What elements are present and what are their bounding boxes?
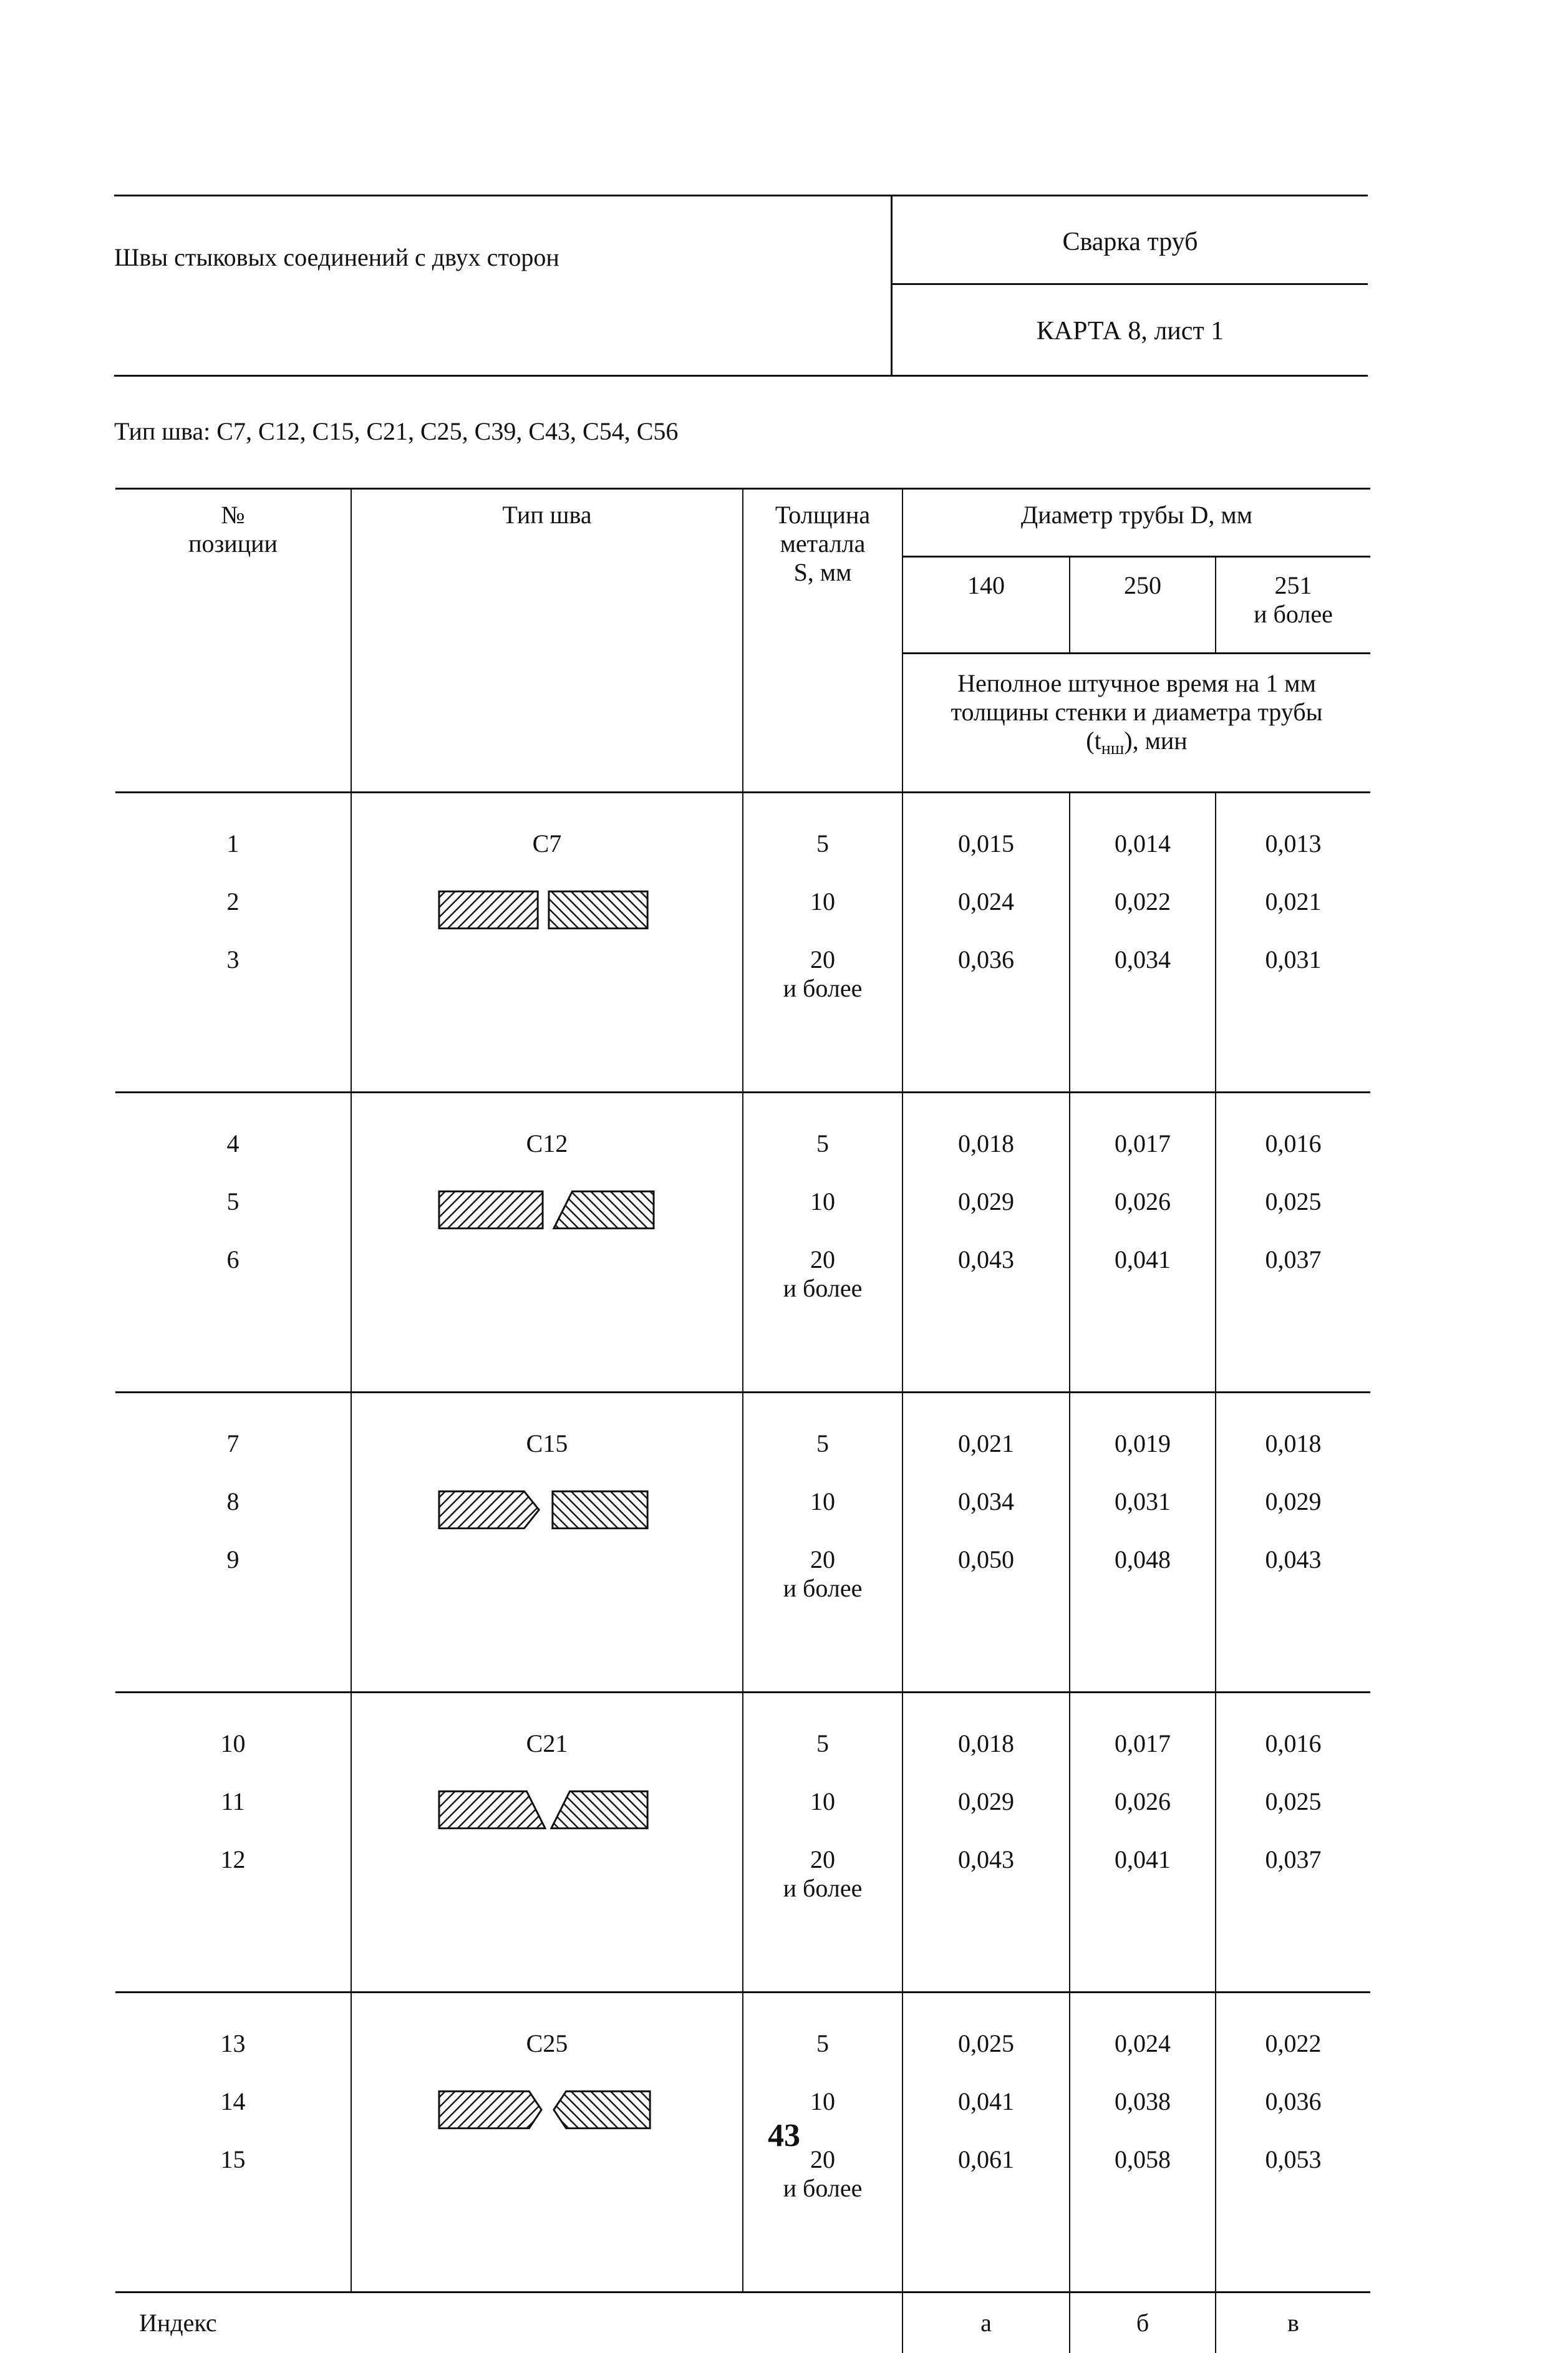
thickness-cell: [743, 793, 903, 1093]
time-value: 0,034: [903, 1487, 1069, 1545]
position-number: 14: [115, 2087, 351, 2145]
seam-group-row: [115, 1693, 1370, 1993]
time-unit-prefix: (t: [1086, 727, 1101, 755]
seam-part-left: [439, 1191, 543, 1228]
time-header-unit: [903, 727, 1370, 763]
position-number: 12: [115, 1845, 351, 1903]
time-value: 0,019: [1070, 1429, 1215, 1487]
time-value: 0,029: [903, 1187, 1069, 1245]
card-title: Швы стыковых соединений с двух сторон: [114, 243, 559, 272]
header-position-line2: позиции: [115, 529, 351, 558]
time-value: 0,014: [1070, 829, 1215, 887]
header-diameter-140: [903, 557, 1070, 654]
seam-type-cell: [351, 793, 743, 1093]
time-value: 0,041: [1070, 1845, 1215, 1903]
thickness-number: 20: [743, 1245, 902, 1274]
thickness-number: 5: [743, 2029, 902, 2058]
thickness-number: 20: [743, 945, 902, 974]
time-value: 0,043: [1216, 1545, 1370, 1603]
header-diameter-250: [1070, 557, 1216, 654]
time-value: 0,016: [1216, 1729, 1370, 1787]
time-value: 0,016: [1216, 1129, 1370, 1187]
time-value: 0,036: [903, 945, 1069, 1003]
seam-part-right: [551, 1791, 647, 1828]
header-time: [903, 654, 1370, 793]
thickness-note: и более: [743, 2174, 902, 2203]
time-value: 0,053: [1216, 2145, 1370, 2203]
time-value-cell: [1070, 1093, 1216, 1393]
diameter-value-note: и более: [1216, 600, 1370, 629]
thickness-value: [743, 1545, 902, 1603]
position-number: 8: [115, 1487, 351, 1545]
time-value: 0,037: [1216, 1845, 1370, 1903]
position-number: 5: [115, 1187, 351, 1245]
seam-types-line: Тип шва: С7, С12, С15, С21, С25, С39, С43, С54, С56: [114, 417, 678, 446]
header-seam-type: Тип шва: [351, 489, 743, 793]
time-value: 0,037: [1216, 1245, 1370, 1303]
thickness-value: [743, 1245, 902, 1303]
seam-diagram-icon: [438, 1187, 656, 1234]
seam-part-left: [439, 1791, 545, 1828]
time-value: 0,048: [1070, 1545, 1215, 1603]
seam-group-row: [115, 1093, 1370, 1393]
thickness-number: 20: [743, 1845, 902, 1874]
position-number: 1: [115, 829, 351, 887]
section-name: Сварка труб: [893, 196, 1368, 285]
thickness-number: 5: [743, 1129, 902, 1158]
index-b: б: [1070, 2293, 1216, 2353]
position-cell: [115, 1393, 351, 1693]
thickness-number: 10: [743, 887, 902, 916]
seam-type-cell: [351, 1093, 743, 1393]
time-value-cell: [1216, 1393, 1370, 1693]
index-a: а: [903, 2293, 1070, 2353]
time-value: 0,025: [1216, 1187, 1370, 1245]
time-value: 0,031: [1070, 1487, 1215, 1545]
time-value-cell: [1070, 1393, 1216, 1693]
position-number: 11: [115, 1787, 351, 1845]
time-value: 0,024: [1070, 2029, 1215, 2087]
header-thickness: [743, 489, 903, 793]
thickness-number: 10: [743, 2087, 902, 2116]
time-value: 0,026: [1070, 1787, 1215, 1845]
time-value: 0,029: [903, 1787, 1069, 1845]
thickness-number: 5: [743, 1429, 902, 1458]
position-number: 7: [115, 1429, 351, 1487]
time-value: 0,018: [903, 1729, 1069, 1787]
thickness-value: [743, 1787, 902, 1845]
time-value-cell: [903, 793, 1070, 1093]
position-cell: [115, 1693, 351, 1993]
time-value: 0,022: [1216, 2029, 1370, 2087]
seam-type-label: С15: [352, 1429, 742, 1487]
seam-diagram-icon: [438, 1787, 656, 1834]
time-header-line2: толщины стенки и диаметра трубы: [903, 698, 1370, 727]
time-value: 0,061: [903, 2145, 1069, 2203]
thickness-value: [743, 1429, 902, 1487]
thickness-note: и более: [743, 1274, 902, 1303]
seam-group-row: [115, 793, 1370, 1093]
position-number: 6: [115, 1245, 351, 1303]
time-value: 0,029: [1216, 1487, 1370, 1545]
header-thickness-line1: Толщина: [743, 501, 902, 529]
seam-type-label: С21: [352, 1729, 742, 1787]
seam-type-label: С7: [352, 829, 742, 887]
thickness-number: 10: [743, 1187, 902, 1216]
seam-type-cell: [351, 1393, 743, 1693]
time-value: 0,058: [1070, 2145, 1215, 2203]
seam-diagram-icon: [438, 887, 656, 934]
thickness-value: [743, 2029, 902, 2087]
seam-part-left: [439, 891, 538, 928]
time-value: 0,022: [1070, 887, 1215, 945]
index-c: в: [1216, 2293, 1370, 2353]
time-value: 0,021: [1216, 887, 1370, 945]
header-position: [115, 489, 351, 793]
time-value: 0,017: [1070, 1729, 1215, 1787]
time-value: 0,043: [903, 1245, 1069, 1303]
thickness-value: [743, 1845, 902, 1903]
time-value: 0,021: [903, 1429, 1069, 1487]
header-left-cell: [114, 196, 893, 375]
seam-part-left: [439, 1491, 539, 1528]
time-value-cell: [1216, 1093, 1370, 1393]
position-number: 4: [115, 1129, 351, 1187]
seam-diagram-icon: [438, 1487, 656, 1534]
thickness-value: [743, 887, 902, 945]
thickness-value: [743, 1187, 902, 1245]
time-value: 0,018: [1216, 1429, 1370, 1487]
thickness-number: 5: [743, 1729, 902, 1758]
position-number: 9: [115, 1545, 351, 1603]
time-value-cell: [903, 1693, 1070, 1993]
thickness-note: и более: [743, 1874, 902, 1903]
thickness-cell: [743, 1093, 903, 1393]
position-number: 10: [115, 1729, 351, 1787]
thickness-cell: [743, 1693, 903, 1993]
position-number: 13: [115, 2029, 351, 2087]
seam-part-right: [553, 1491, 647, 1528]
time-value-cell: [1216, 793, 1370, 1093]
time-value: 0,015: [903, 829, 1069, 887]
position-number: 15: [115, 2145, 351, 2203]
time-value: 0,025: [903, 2029, 1069, 2087]
time-value-cell: [903, 1393, 1070, 1693]
diameter-value: 250: [1070, 571, 1215, 600]
thickness-number: 5: [743, 829, 902, 858]
time-value: 0,043: [903, 1845, 1069, 1903]
seam-group-row: [115, 1393, 1370, 1693]
header-thickness-line2: металла: [743, 529, 902, 558]
time-value: 0,024: [903, 887, 1069, 945]
thickness-value: [743, 1729, 902, 1787]
seam-type-label: С25: [352, 2029, 742, 2087]
seam-type-label: С12: [352, 1129, 742, 1187]
time-value-cell: [1216, 1693, 1370, 1993]
header-position-line1: №: [115, 501, 351, 529]
time-value: 0,013: [1216, 829, 1370, 887]
time-value: 0,025: [1216, 1787, 1370, 1845]
time-unit-subscript: нш: [1101, 739, 1125, 758]
thickness-number: 10: [743, 1787, 902, 1816]
time-value: 0,050: [903, 1545, 1069, 1603]
header-diameter: Диаметр трубы D, мм: [903, 489, 1370, 557]
time-value: 0,036: [1216, 2087, 1370, 2145]
time-value-cell: [903, 1093, 1070, 1393]
time-value: 0,034: [1070, 945, 1215, 1003]
index-label: Индекс: [115, 2293, 903, 2353]
thickness-note: и более: [743, 974, 902, 1003]
time-unit-suffix: ), мин: [1124, 727, 1187, 755]
seam-part-right: [554, 1191, 654, 1228]
thickness-number: 20: [743, 2145, 902, 2174]
thickness-value: [743, 945, 902, 1003]
page-number: 43: [0, 2117, 1568, 2154]
thickness-cell: [743, 1393, 903, 1693]
time-value: 0,041: [903, 2087, 1069, 2145]
seam-part-right: [549, 891, 647, 928]
time-value: 0,017: [1070, 1129, 1215, 1187]
diameter-value: 140: [903, 571, 1069, 600]
time-value: 0,018: [903, 1129, 1069, 1187]
card-number: КАРТА 8, лист 1: [893, 287, 1368, 375]
thickness-value: [743, 1129, 902, 1187]
thickness-number: 10: [743, 1487, 902, 1516]
time-value: 0,041: [1070, 1245, 1215, 1303]
thickness-value: [743, 1487, 902, 1545]
header-diameter-251: [1216, 557, 1370, 654]
time-value-cell: [1070, 1693, 1216, 1993]
position-number: 2: [115, 887, 351, 945]
thickness-number: 20: [743, 1545, 902, 1574]
time-value: 0,038: [1070, 2087, 1215, 2145]
position-cell: [115, 793, 351, 1093]
time-value: 0,026: [1070, 1187, 1215, 1245]
time-value: 0,031: [1216, 945, 1370, 1003]
time-value-cell: [1070, 793, 1216, 1093]
thickness-note: и более: [743, 1574, 902, 1603]
header-thickness-line3: S, мм: [743, 558, 902, 587]
position-cell: [115, 1093, 351, 1393]
position-number: 3: [115, 945, 351, 1003]
norms-table: [115, 488, 1370, 2353]
time-header-line1: Неполное штучное время на 1 мм: [903, 669, 1370, 698]
thickness-value: [743, 829, 902, 887]
card-header: [114, 195, 1368, 377]
seam-type-cell: [351, 1693, 743, 1993]
diameter-value: 251: [1216, 571, 1370, 600]
